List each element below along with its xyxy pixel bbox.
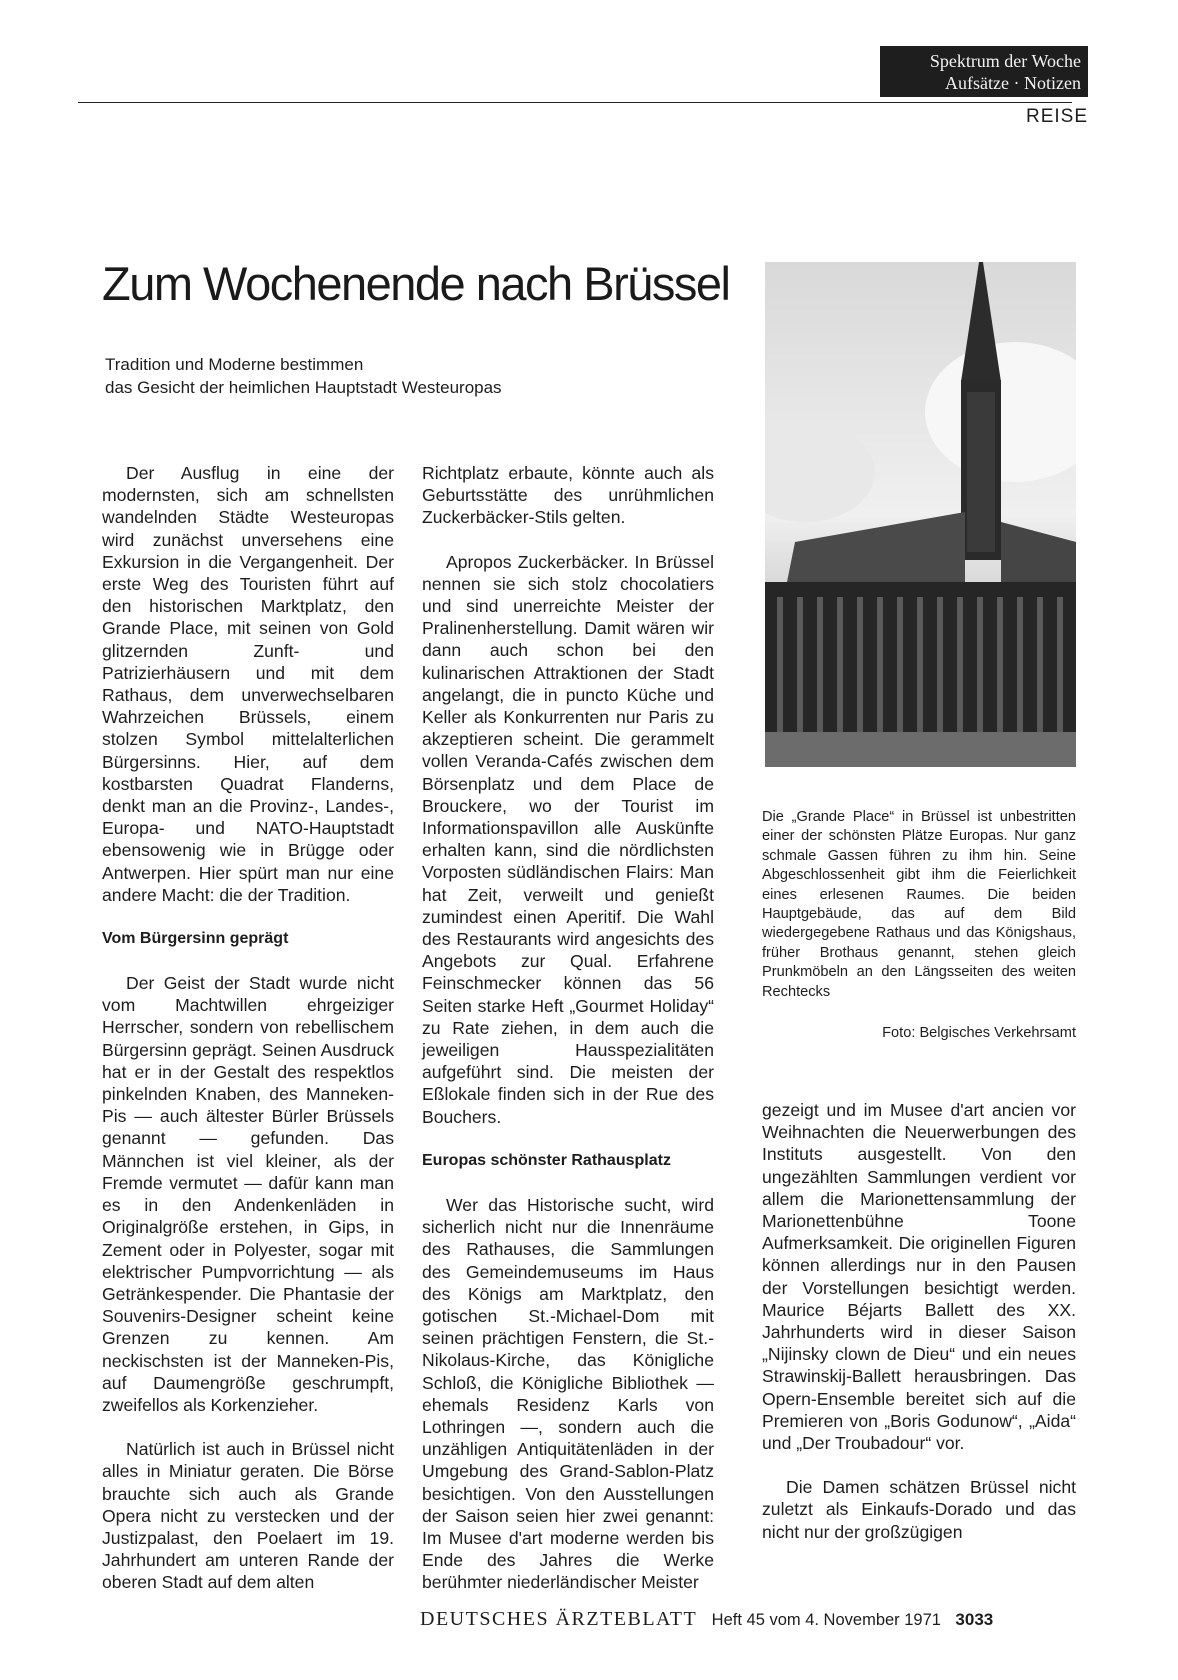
paragraph: Der Ausflug in eine der modernsten, sich am schnellsten wandelnden Städte Westeuropas wird zunächst unversehens eine Exkursion in die Vergangenheit. Der erste Weg des Touristen führt auf den historischen Marktplatz, den Grande Place, mit seinen von Gold glitzernden Zunft- und Patrizierhäusern und mit dem Rathaus, dem unverwechselbaren Wahrzeichen Brüssels, einem stolzen Symbol mittelalterlichen Bürgersinns. Hier, auf dem kostbarsten Quadrat Flanderns, denkt man an die Provinz-, Landes-, Europa- und NATO-Hauptstadt ebensowenig wie in Brügge oder Antwerpen. Hier spürt man nur eine andere Macht: die der Tradition. bbox=[102, 463, 394, 905]
subheading-buergersinn: Vom Bürgersinn geprägt bbox=[102, 930, 289, 948]
subtitle-line-2: das Gesicht der heimlichen Hauptstadt Westeuropas bbox=[105, 378, 502, 397]
issue-info: Heft 45 vom 4. November 1971 bbox=[711, 1611, 941, 1629]
paragraph: Der Geist der Stadt wurde nicht vom Machtwillen ehrgeiziger Herrscher, sondern von rebellischem Bürgersinn geprägt. Seinen Ausdruck hat er in der Gestalt des respektlos pinkelnden Knaben, des Manneken-Pis — auch ältester Bürler Brüssels genannt — gefunden. Das Männchen ist viel kleiner, als der Fremde vermutet — dafür kann man es in den Andenkenläden in Originalgröße erstehen, in Gips, in Zement oder in Polyester, sogar mit elektrischer Pumpvorrichtung — als Getränkespender. Die Phantasie der Souvenirs-Designer scheint keine Grenzen zu kennen. Am neckischsten ist der Manneken-Pis, auf Daumengröße geschrumpft, zweifellos als Korkenzieher. bbox=[102, 973, 394, 1415]
section-label: REISE bbox=[1025, 106, 1088, 127]
text-column-2 bbox=[422, 462, 714, 1616]
subheading-rathausplatz: Europas schönster Rathausplatz bbox=[422, 1151, 671, 1169]
paragraph: Richtplatz erbaute, könnte auch als Geburtsstätte des unrühmlichen Zuckerbäcker-Stils gelten. bbox=[422, 463, 714, 528]
journal-name: DEUTSCHES ÄRZTEBLATT bbox=[420, 1608, 698, 1630]
page-number: 3033 bbox=[955, 1610, 994, 1629]
town-hall-illustration bbox=[765, 262, 1076, 767]
header-rule bbox=[78, 102, 1072, 103]
text-column-3 bbox=[762, 1099, 1076, 1565]
tag-line-2: Aufsätze · Notizen bbox=[945, 73, 1081, 93]
subtitle-line-1: Tradition und Moderne bestimmen bbox=[105, 355, 364, 374]
tag-line-1: Spektrum der Woche bbox=[929, 51, 1081, 71]
text-column-1 bbox=[102, 462, 394, 1616]
paragraph: gezeigt und im Musee d'art ancien vor Weihnachten die Neuerwerbungen des Instituts ausgestellt. Von den ungezählten Sammlungen verdient vor allem die Marionettensammlung der Marionettenbühne Toone Aufmerksamkeit. Die originellen Figuren können allerdings nur in den Pausen der Vorstellungen besichtigt werden. Maurice Béjarts Ballett des XX. Jahrhunderts wird in dieser Saison „Nijinsky clown de Dieu“ und ein neues Strawinskij-Ballett herausbringen. Das Opern-Ensemble bereitet sich auf die Premieren von „Boris Godunow“, „Aida“ und „Der Troubadour“ vor. bbox=[762, 1100, 1076, 1454]
photo-caption: Die „Grande Place“ in Brüssel ist unbestritten einer der schönsten Plätze Europas. Nur ganz schmale Gassen führen zu ihm hin. Seine Abgeschlossenheit gibt ihm die Feierlichkeit eines erlesenen Raumes. Die beiden Hauptgebäude, das auf dem Bild wiedergegebene Rathaus und das Königshaus, früher Brothaus genannt, stehen gleich Prunkmöbeln an den Längsseiten des weiten Rechtecks bbox=[762, 809, 1076, 1000]
section-tag-box bbox=[880, 46, 1088, 97]
town-hall-photo bbox=[765, 262, 1076, 767]
page-footer bbox=[420, 1608, 1080, 1638]
article-subtitle bbox=[105, 353, 502, 399]
photo-credit: Foto: Belgisches Verkehrsamt bbox=[882, 1025, 1076, 1041]
paragraph: Apropos Zuckerbäcker. In Brüssel nennen sie sich stolz chocolatiers und sind unerreichte Meister der Pralinenherstellung. Damit wären wir dann auch schon bei den kulinarischen Attraktionen der Stadt angelangt, die in puncto Küche und Keller als Konkurrenten nur Paris zu akzeptieren scheint. Die gerammelt vollen Veranda-Cafés zwischen dem Börsenplatz und dem Place de Brouckere, wo der Tourist im Informationspavillon alle Auskünfte erhalten kann, sind die nördlichsten Vorposten südländischen Flairs: Man hat Zeit, verweilt und genießt zumindest einen Aperitif. Die Wahl des Restaurants wird angesichts des Angebots zur Qual. Erfahrene Feinschmecker können das 56 Seiten starke Heft „Gourmet Holiday“ zu Rate ziehen, in dem auch die jeweiligen Hausspezialitäten aufgeführt sind. Die meisten der Eßlokale finden sich in der Rue des Bouchers. bbox=[422, 551, 714, 1127]
paragraph: Natürlich ist auch in Brüssel nicht alles in Miniatur geraten. Die Börse brauchte sich auch als Grande Opera nicht zu verstecken und der Justizpalast, den Poelaert im 19. Jahrhundert am unteren Rande der oberen Stadt auf dem alten bbox=[102, 1439, 394, 1593]
paragraph: Wer das Historische sucht, wird sicherlich nicht nur die Innenräume des Rathauses, die Sammlungen des Gemeindemuseums im Haus des Königs am Marktplatz, den gotischen St.-Michael-Dom mit seinen prächtigen Fenstern, die St.-Nikolaus-Kirche, das Königliche Schloß, die Königliche Bibliothek — ehemals Residenz Karls von Lothringen —, sondern auch die unzähligen Antiquitätenläden in der Umgebung des Grand-Sablon-Platz besichtigen. Von den Ausstellungen der Saison seien hier zwei genannt: Im Musee d'art moderne werden bis Ende des Jahres die Werke berühmter niederländischer Meister bbox=[422, 1194, 714, 1593]
paragraph: Die Damen schätzen Brüssel nicht zuletzt als Einkaufs-Dorado und das nicht nur der großzügigen bbox=[762, 1477, 1076, 1542]
article-title: Zum Wochenende nach Brüssel bbox=[102, 257, 730, 310]
